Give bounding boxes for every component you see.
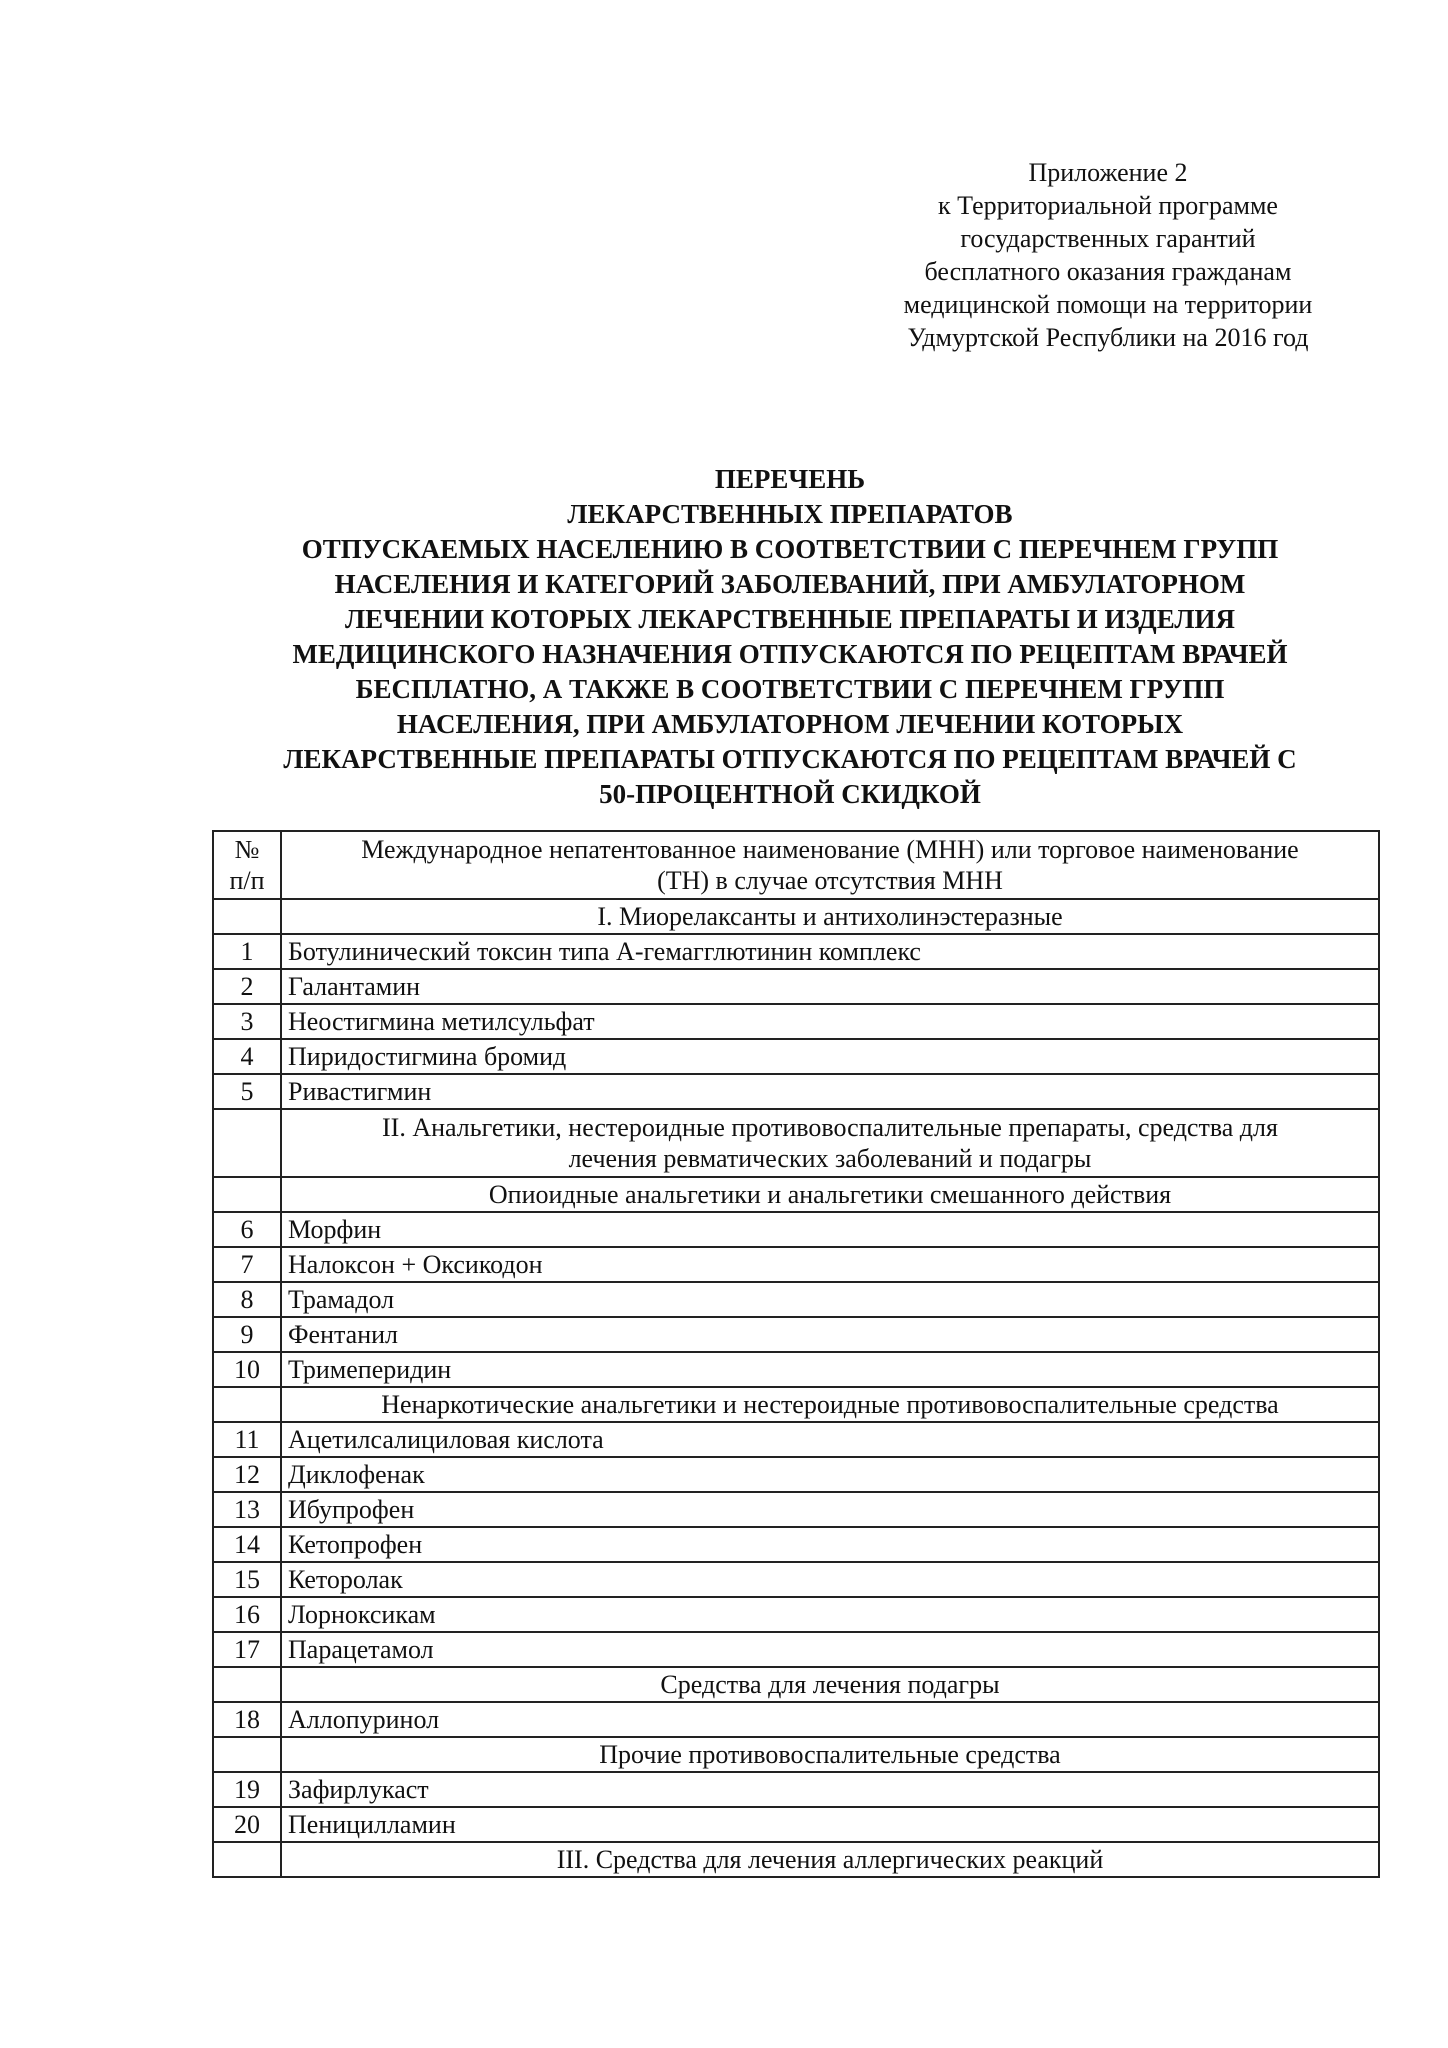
table-row: [213, 1317, 1379, 1352]
section-heading: I. Миорелаксанты и антихолинэстеразные: [281, 899, 1379, 934]
row-number: 10: [213, 1352, 281, 1387]
table-row: [213, 1212, 1379, 1247]
table-row: [213, 1772, 1379, 1807]
drug-name: Аллопуринол: [281, 1702, 1379, 1737]
annex-block: [858, 156, 1358, 354]
row-number: 4: [213, 1039, 281, 1074]
row-number: 6: [213, 1212, 281, 1247]
annex-line: Удмуртской Республики на 2016 год: [907, 323, 1309, 352]
annex-line: Приложение 2: [1028, 158, 1188, 187]
row-number: 13: [213, 1492, 281, 1527]
section-num-empty: [213, 899, 281, 934]
table-row: [213, 1004, 1379, 1039]
document-title: [180, 462, 1400, 812]
drug-name: Пиридостигмина бромид: [281, 1039, 1379, 1074]
title-line: НАСЕЛЕНИЯ, ПРИ АМБУЛАТОРНОМ ЛЕЧЕНИИ КОТОРЫХ: [396, 709, 1184, 739]
table-row: [213, 1422, 1379, 1457]
drug-name: Пеницилламин: [281, 1807, 1379, 1842]
drug-name: Ацетилсалициловая кислота: [281, 1422, 1379, 1457]
header-num-line: п/п: [229, 866, 265, 895]
section-num-empty: [213, 1177, 281, 1212]
row-number: 9: [213, 1317, 281, 1352]
drug-name: Кеторолак: [281, 1562, 1379, 1597]
medicines-table: [212, 830, 1380, 1878]
drug-name: Тримеперидин: [281, 1352, 1379, 1387]
section-heading: [281, 1109, 1379, 1177]
row-number: 14: [213, 1527, 281, 1562]
table-row: [213, 1807, 1379, 1842]
table-row: [213, 1282, 1379, 1317]
drug-name: Диклофенак: [281, 1457, 1379, 1492]
row-number: 15: [213, 1562, 281, 1597]
section-heading: III. Средства для лечения аллергических реакций: [281, 1842, 1379, 1877]
row-number: 12: [213, 1457, 281, 1492]
table-row: [213, 1492, 1379, 1527]
title-line: МЕДИЦИНСКОГО НАЗНАЧЕНИЯ ОТПУСКАЮТСЯ ПО РЕЦЕПТАМ ВРАЧЕЙ: [292, 639, 1288, 669]
drug-name: Фентанил: [281, 1317, 1379, 1352]
section-num-empty: [213, 1842, 281, 1877]
row-number: 7: [213, 1247, 281, 1282]
section-heading-line: лечения ревматических заболеваний и подагры: [568, 1144, 1092, 1173]
section-row: [213, 1842, 1379, 1877]
title-line: 50-ПРОЦЕНТНОЙ СКИДКОЙ: [599, 779, 981, 809]
drug-name: Галантамин: [281, 969, 1379, 1004]
annex-line: медицинской помощи на территории: [903, 290, 1313, 319]
section-num-empty: [213, 1387, 281, 1422]
section-heading: Опиоидные анальгетики и анальгетики смешанного действия: [281, 1177, 1379, 1212]
table-row: [213, 1527, 1379, 1562]
annex-line: к Территориальной программе: [938, 191, 1278, 220]
section-heading: Прочие противовоспалительные средства: [281, 1737, 1379, 1772]
drug-name: Трамадол: [281, 1282, 1379, 1317]
row-number: 18: [213, 1702, 281, 1737]
title-line: ПЕРЕЧЕНЬ: [714, 464, 866, 494]
row-number: 20: [213, 1807, 281, 1842]
header-num-line: №: [234, 835, 260, 864]
row-number: 17: [213, 1632, 281, 1667]
row-number: 3: [213, 1004, 281, 1039]
drug-name: Зафирлукаст: [281, 1772, 1379, 1807]
title-line: ОТПУСКАЕМЫХ НАСЕЛЕНИЮ В СООТВЕТСТВИИ С ПЕРЕЧНЕМ ГРУПП: [301, 534, 1279, 564]
annex-line: бесплатного оказания гражданам: [924, 257, 1292, 286]
section-heading: Средства для лечения подагры: [281, 1667, 1379, 1702]
drug-name: Кетопрофен: [281, 1527, 1379, 1562]
title-line: ЛЕКАРСТВЕННЫХ ПРЕПАРАТОВ: [567, 499, 1013, 529]
row-number: 16: [213, 1597, 281, 1632]
drug-name: Ривастигмин: [281, 1074, 1379, 1109]
title-line: ЛЕКАРСТВЕННЫЕ ПРЕПАРАТЫ ОТПУСКАЮТСЯ ПО РЕЦЕПТАМ ВРАЧЕЙ С: [283, 744, 1297, 774]
header-name-line: Международное непатентованное наименование (МНН) или торговое наименование: [361, 835, 1299, 864]
section-row: [213, 1177, 1379, 1212]
section-row: [213, 1387, 1379, 1422]
header-num-cell: [213, 831, 281, 899]
drug-name: Морфин: [281, 1212, 1379, 1247]
row-number: 5: [213, 1074, 281, 1109]
table-row: [213, 1039, 1379, 1074]
row-number: 2: [213, 969, 281, 1004]
section-heading-line: II. Анальгетики, нестероидные противовоспалительные препараты, средства для: [382, 1113, 1278, 1142]
title-line: НАСЕЛЕНИЯ И КАТЕГОРИЙ ЗАБОЛЕВАНИЙ, ПРИ АМБУЛАТОРНОМ: [334, 569, 1246, 599]
title-line: БЕСПЛАТНО, А ТАКЖЕ В СООТВЕТСТВИИ С ПЕРЕЧНЕМ ГРУПП: [355, 674, 1225, 704]
section-heading: Ненаркотические анальгетики и нестероидные противовоспалительные средства: [281, 1387, 1379, 1422]
section-num-empty: [213, 1667, 281, 1702]
table-row: [213, 934, 1379, 969]
header-name-line: (ТН) в случае отсутствия МНН: [657, 866, 1003, 895]
table-row: [213, 1597, 1379, 1632]
section-row: [213, 1737, 1379, 1772]
section-row: [213, 899, 1379, 934]
table-row: [213, 1632, 1379, 1667]
drug-name: Неостигмина метилсульфат: [281, 1004, 1379, 1039]
section-num-empty: [213, 1737, 281, 1772]
row-number: 1: [213, 934, 281, 969]
table-row: [213, 969, 1379, 1004]
annex-line: государственных гарантий: [960, 224, 1256, 253]
header-name-cell: [281, 831, 1379, 899]
section-row: [213, 1109, 1379, 1177]
section-num-empty: [213, 1109, 281, 1177]
table-row: [213, 1074, 1379, 1109]
table-row: [213, 1562, 1379, 1597]
table-row: [213, 1457, 1379, 1492]
table-row: [213, 1247, 1379, 1282]
table-header-row: [213, 831, 1379, 899]
drug-name: Парацетамол: [281, 1632, 1379, 1667]
drug-name: Лорноксикам: [281, 1597, 1379, 1632]
drug-name: Налоксон + Оксикодон: [281, 1247, 1379, 1282]
title-line: ЛЕЧЕНИИ КОТОРЫХ ЛЕКАРСТВЕННЫЕ ПРЕПАРАТЫ И ИЗДЕЛИЯ: [345, 604, 1235, 634]
table-row: [213, 1702, 1379, 1737]
row-number: 11: [213, 1422, 281, 1457]
drug-name: Ботулинический токсин типа А-гемагглютинин комплекс: [281, 934, 1379, 969]
table-row: [213, 1352, 1379, 1387]
section-row: [213, 1667, 1379, 1702]
drug-name: Ибупрофен: [281, 1492, 1379, 1527]
row-number: 19: [213, 1772, 281, 1807]
row-number: 8: [213, 1282, 281, 1317]
